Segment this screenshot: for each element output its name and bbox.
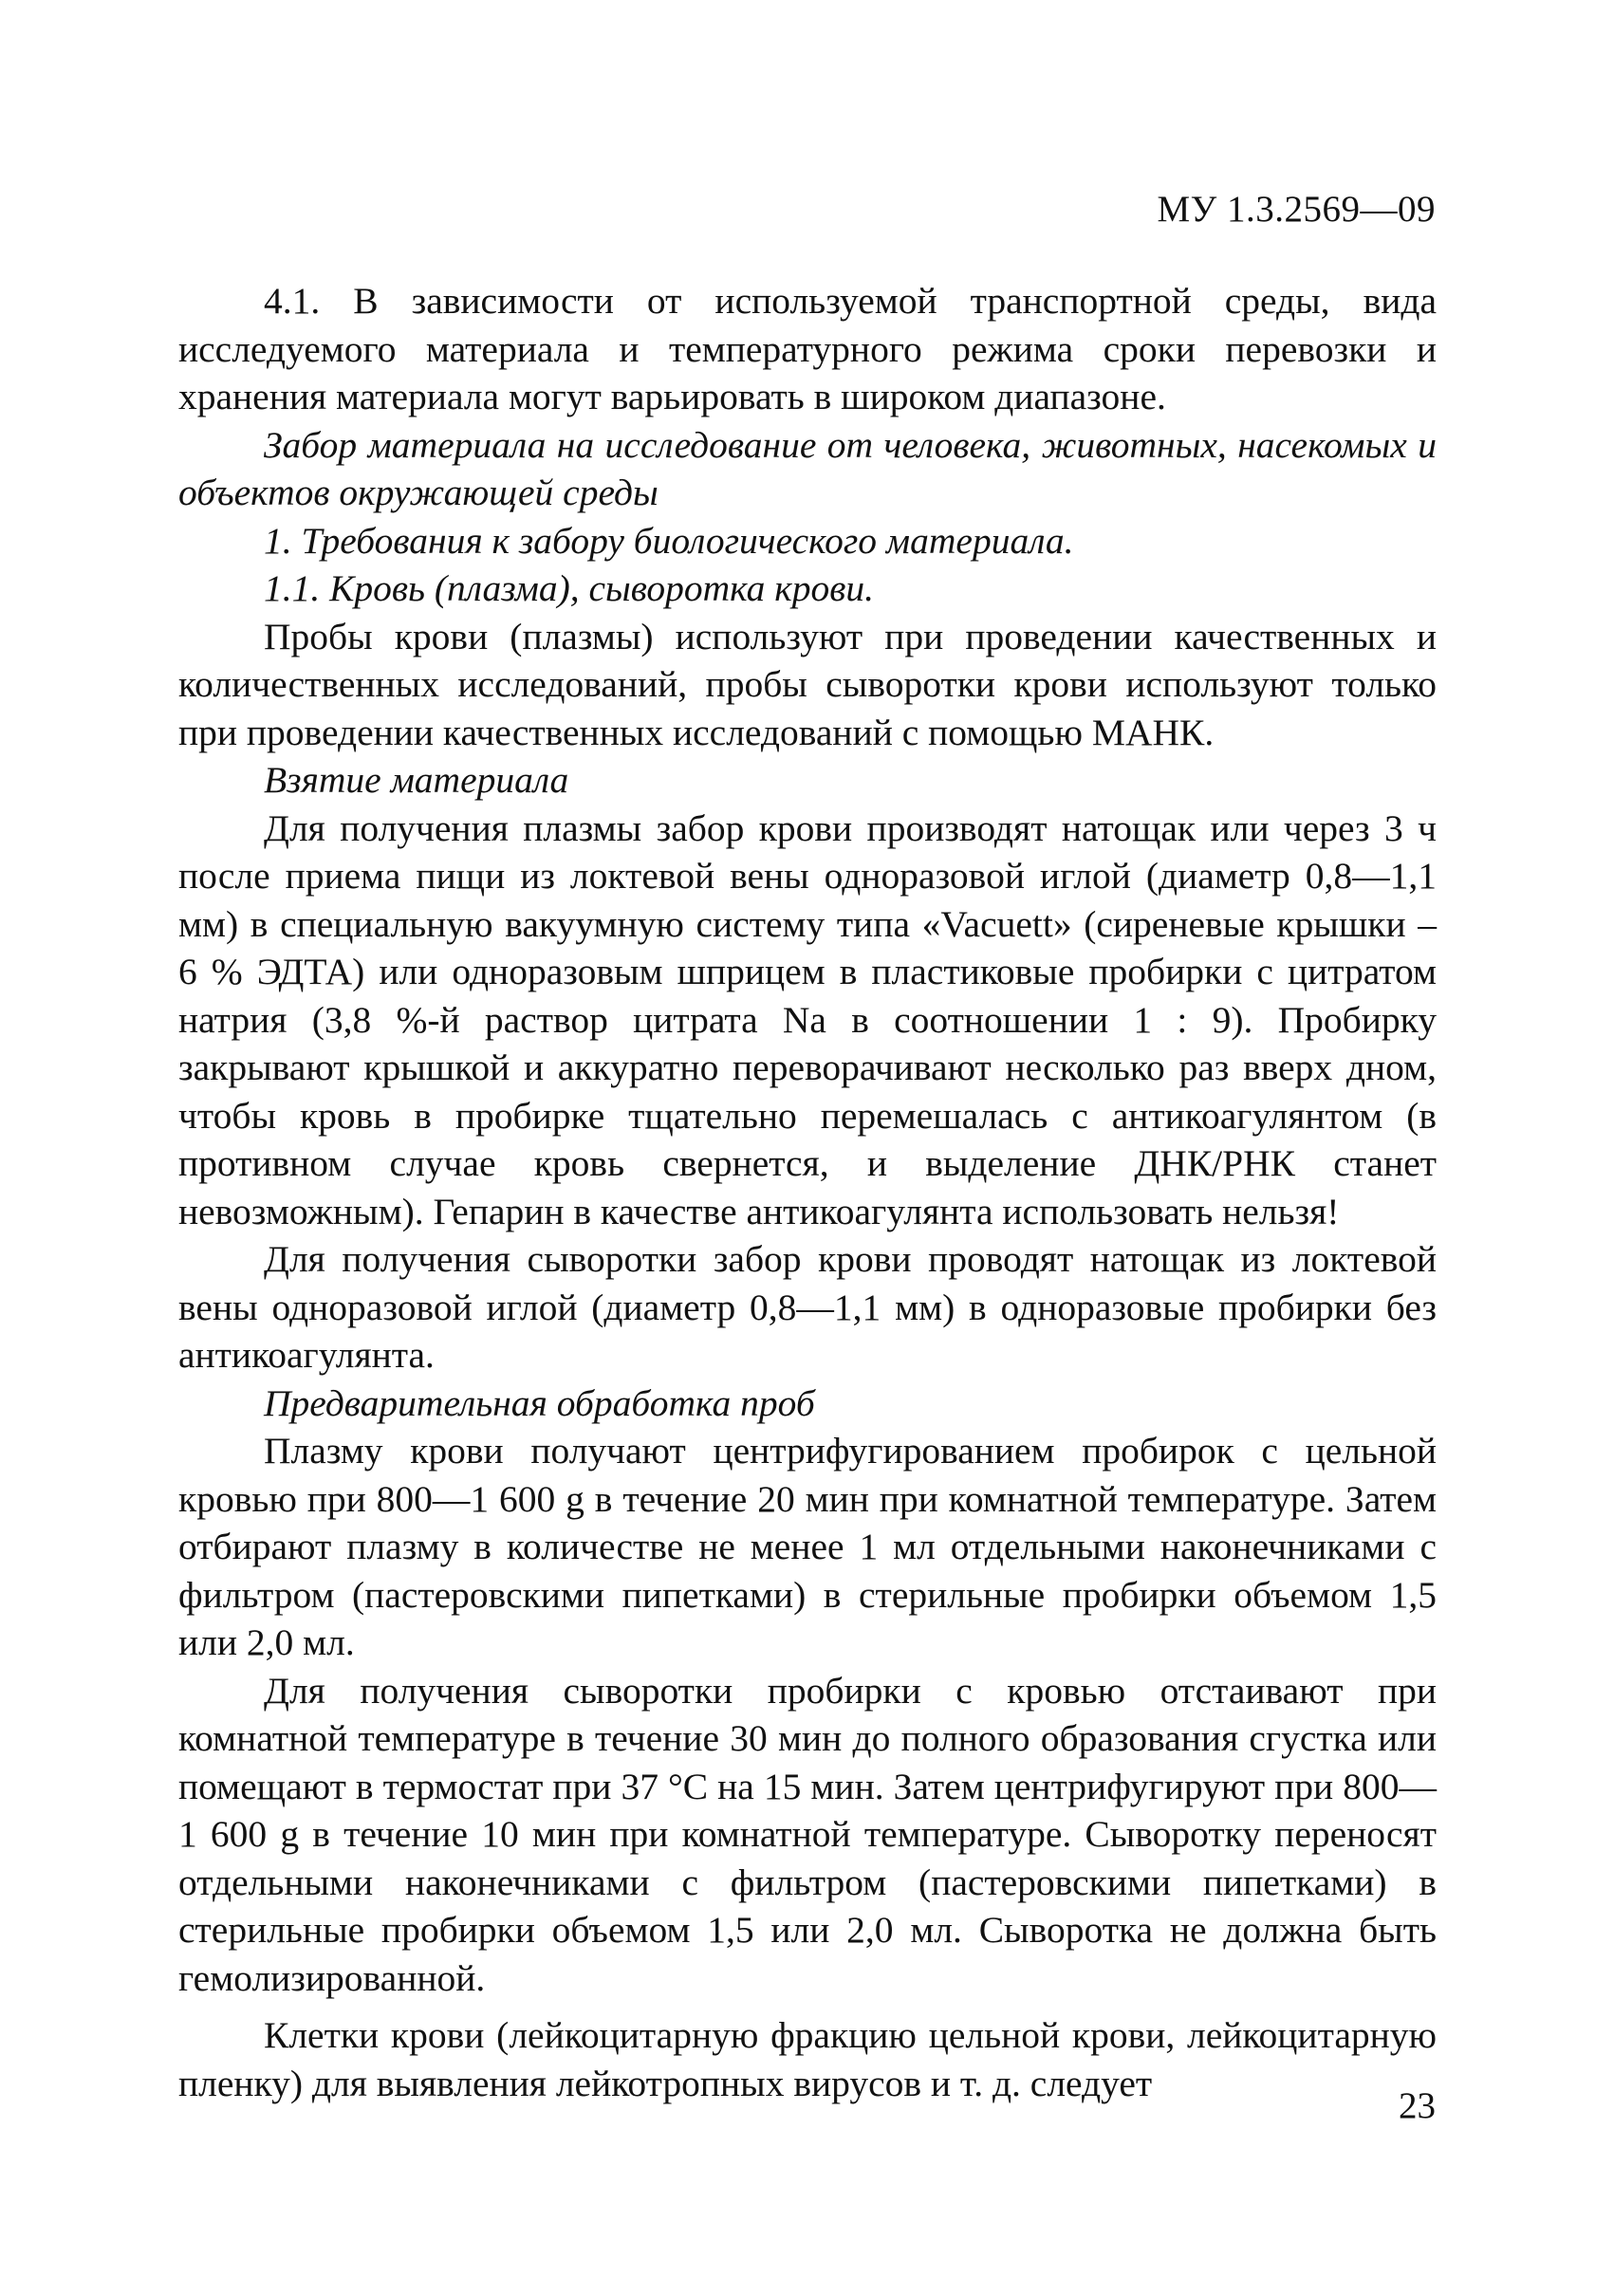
paragraph-blood-samples: Пробы крови (плазмы) используют при проведении качественных и количественных исследований, пробы сыворотки крови используют только при проведении качественных исследований с помощью МАНК. [178, 615, 1437, 753]
paragraph-plasma-preprocessing: Плазму крови получают центрифугированием пробирок с цельной кровью при 800—1 600 g в течение 20 мин при комнатной температуре. Затем отбирают плазму в количестве не менее 1 мл отдельными наконечниками с фильтром (пастеровскими пипетками) в стерильные пробирки объемом 1,5 или 2,0 мл. [178, 1430, 1437, 1663]
page-number: 23 [1399, 2085, 1436, 2126]
paragraph-plasma-collection: Для получения плазмы забор крови производят натощак или через 3 ч после приема пищи из локтевой вены одноразовой иглой (диаметр 0,8—1,1 мм) в специальную вакуумную систему типа «Vacuett» (сиреневые крышки – 6 % ЭДТА) или одноразовым шприцем в пластиковые пробирки с цитратом натрия (3,8 %-й раствор цитрата Na в соотношении 1 : 9). Пробирку закрывают крышкой и аккуратно переворачивают несколько раз вверх дном, чтобы кровь в пробирке тщательно перемешалась с антикоагулянтом (в противном случае кровь свернется, и выделение ДНК/РНК станет невозможным). Гепарин в качестве антикоагулянта использовать нельзя! [178, 806, 1437, 1232]
paragraph-serum-preprocessing: Для получения сыворотки пробирки с кровью отстаивают при комнатной температуре в течение 30 мин до полного образования сгустка или помещают в термостат при 37 °С на 15 мин. Затем центрифугируют при 800—1 600 g в течение 10 мин при комнатной температуре. Сыворотку переносят отдельными наконечниками с фильтром (пастеровскими пипетками) в стерильные пробирки объемом 1,5 или 2,0 мл. Сыворотка не должна быть гемолизированной. [178, 1669, 1437, 1999]
paragraph-blood-cells: Клетки крови (лейкоцитарную фракцию цельной крови, лейкоцитарную пленку) для выявления лейкотропных вирусов и т. д. следует [178, 2014, 1437, 2104]
page-body [178, 277, 1437, 2107]
paragraph-serum-collection: Для получения сыворотки забор крови проводят натощак из локтевой вены одноразовой иглой (диаметр 0,8—1,1 мм) в одноразовые пробирки без антикоагулянта. [178, 1238, 1437, 1376]
subheading-preprocessing: Предварительная обработка проб [264, 1381, 815, 1424]
paragraph-4-1: 4.1. В зависимости от используемой транспортной среды, вида исследуемого материала и температурного режима сроки перевозки и хранения материала могут варьировать в широком диапазоне. [178, 280, 1437, 417]
subheading-blood: 1.1. Кровь (плазма), сыворотка крови. [264, 567, 875, 609]
document-code: МУ 1.3.2569—09 [1157, 189, 1436, 230]
subheading-collection: Взятие материала [264, 759, 569, 801]
subheading-requirements: 1. Требования к забору биологического материала. [264, 519, 1074, 562]
section-heading-sampling: Забор материала на исследование от человека, животных, насекомых и объектов окружающей среды [178, 423, 1437, 513]
